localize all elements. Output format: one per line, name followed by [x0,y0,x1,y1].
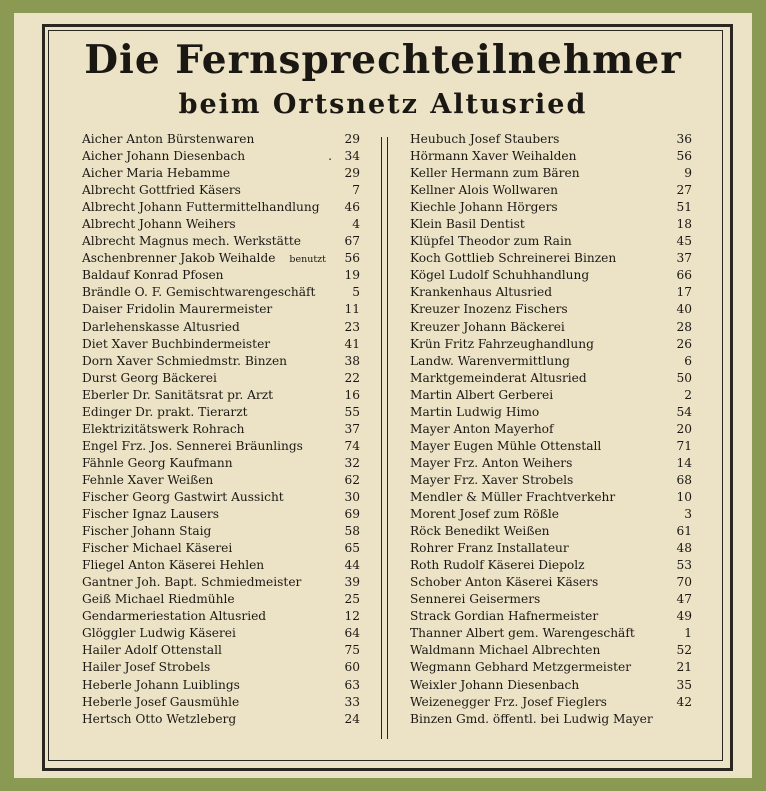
page-subtitle: beim Ortsnetz Altusried [178,89,588,120]
phone-number: 5 [352,285,360,300]
subscriber-name: Hörmann Xaver Weihalden [410,149,577,164]
subscriber-row [410,659,692,676]
subscriber-name: Morent Josef zum Rößle [410,507,560,522]
subscriber-row [82,199,360,216]
subscriber-row [410,608,692,625]
subscriber-name: Mayer Frz. Xaver Strobels [410,472,574,487]
row-mark: . [328,149,332,164]
phone-number: 40 [676,302,692,317]
subscriber-row [410,557,692,574]
phone-number: 26 [676,336,692,351]
subscriber-name: Daiser Fridolin Maurermeister [82,302,273,317]
subscriber-row [82,387,360,404]
subscriber-row [82,301,360,318]
phone-number: 63 [344,677,360,692]
right-column-list [410,131,692,728]
subscriber-row [82,353,360,370]
subscriber-row [82,540,360,557]
phone-number: 7 [352,183,360,198]
subscriber-row [82,659,360,676]
phone-number: 25 [344,592,360,607]
subscriber-name: Aicher Anton Bürstenwaren [82,132,255,146]
subscriber-name: Heberle Josef Gausmühle [82,694,240,709]
subscriber-name: Fehnle Xaver Weißen [82,472,214,487]
page-title: Die Fernsprechteilnehmer [84,37,682,83]
phone-number: 71 [676,438,692,453]
subscriber-name: Durst Georg Bäckerei [82,370,217,385]
subscriber-row [410,199,692,216]
subscriber-row [410,489,692,506]
phone-number: 33 [344,694,360,709]
phone-number: 47 [676,592,692,607]
phone-number: 14 [676,455,692,470]
subscriber-name: Schober Anton Käserei Käsers [410,575,599,590]
phone-number: 27 [676,183,692,198]
phone-number: 34 [344,149,360,164]
subscriber-row [410,353,692,370]
phone-number: 42 [676,694,692,709]
subscriber-name: Koch Gottlieb Schreinerei Binzen [410,251,617,266]
subscriber-row [82,574,360,591]
subscriber-name: Kellner Alois Wollwaren [410,183,559,198]
phone-number: 46 [344,200,360,215]
subscriber-row [82,336,360,353]
phone-number: 70 [676,575,692,590]
phone-number: 54 [676,404,692,419]
subscriber-name: Binzen Gmd. öffentl. bei Ludwig Mayer [410,711,653,726]
subscriber-name: Fliegel Anton Käserei Hehlen [82,558,265,573]
subscriber-row [82,319,360,336]
subscriber-row [410,574,692,591]
subscriber-row [82,165,360,182]
subscriber-name: Landw. Warenvermittlung [410,353,570,368]
phone-number: 50 [676,370,692,385]
subscriber-row [410,131,692,148]
subscriber-row [82,608,360,625]
phone-number: 32 [344,455,360,470]
subscriber-name: Mayer Eugen Mühle Ottenstall [410,438,602,453]
subscriber-row [82,182,360,199]
phone-number: 29 [344,166,360,181]
column-divider [381,137,388,739]
subscriber-name: Elektrizitätswerk Rohrach [82,421,245,436]
subscriber-row [82,404,360,421]
subscriber-name: Albrecht Magnus mech. Werkstätte [82,234,301,249]
left-column-list [82,131,360,728]
subscriber-row [410,677,692,694]
subscriber-name: Martin Ludwig Himo [410,404,540,419]
phone-number: 21 [676,660,692,675]
phone-number: 2 [684,387,692,402]
phone-number: 35 [676,677,692,692]
subscriber-name: Rohrer Franz Installateur [410,541,569,556]
subscriber-name: Eberler Dr. Sanitätsrat pr. Arzt [82,387,274,402]
subscriber-row [410,404,692,421]
subscriber-row [82,677,360,694]
subscriber-name: Keller Hermann zum Bären [410,166,580,181]
subscriber-name: Gantner Joh. Bapt. Schmiedmeister [82,575,302,590]
subscriber-row [410,165,692,182]
subscriber-row [410,336,692,353]
subscriber-name: Fischer Michael Käserei [82,541,233,556]
subscriber-row [82,131,360,148]
phone-number: 36 [676,132,692,146]
phone-number: 64 [344,626,360,641]
phone-number: 37 [344,421,360,436]
phone-number: 30 [344,489,360,504]
subscriber-name: Mayer Frz. Anton Weihers [410,455,573,470]
subscriber-name: Strack Gordian Hafnermeister [410,609,599,624]
subscriber-name: Albrecht Gottfried Käsers [82,183,241,198]
subscriber-name: Dorn Xaver Schmiedmstr. Binzen [82,353,288,368]
subscriber-row [82,438,360,455]
phone-number: 16 [344,387,360,402]
phone-number: 1 [684,626,692,641]
subscriber-row [82,267,360,284]
subscriber-name: Fischer Ignaz Lausers [82,507,219,522]
subscriber-name: Hailer Josef Strobels [82,660,211,675]
subscriber-name: Heubuch Josef Staubers [410,132,560,146]
phone-number: 56 [676,149,692,164]
subscriber-row [410,711,692,728]
subscriber-name: Glöggler Ludwig Käserei [82,626,236,641]
subscriber-row [82,284,360,301]
subscriber-row [410,625,692,642]
subscriber-name: Aicher Johann Diesenbach [82,149,246,164]
phone-number: 58 [344,524,360,539]
subscriber-name: Heberle Johann Luiblings [82,677,240,692]
phone-number: 52 [676,643,692,658]
subscriber-row [82,591,360,608]
phone-number: 20 [676,421,692,436]
phone-number: 18 [676,217,692,232]
subscriber-row [82,506,360,523]
subscriber-name: Albrecht Johann Futtermittelhandlung [82,200,320,215]
subscriber-name: Mayer Anton Mayerhof [410,421,554,436]
phone-number: 12 [344,609,360,624]
subscriber-row [82,711,360,728]
subscriber-name: Brändle O. F. Gemischtwarengeschäft [82,285,316,300]
phone-number: 56 [344,251,360,266]
phone-number: 53 [676,558,692,573]
phone-number: 66 [676,268,692,283]
subscriber-name: Gendarmeriestation Altusried [82,609,267,624]
subscriber-name: Diet Xaver Buchbindermeister [82,336,271,351]
phone-number: 6 [684,353,692,368]
subscriber-row [82,642,360,659]
subscriber-row [410,148,692,165]
subscriber-row [410,540,692,557]
subscriber-row [82,625,360,642]
subscriber-name: Darlehenskasse Altusried [82,319,240,334]
phone-number: 39 [344,575,360,590]
subscriber-row [410,455,692,472]
subscriber-name: Geiß Michael Riedmühle [82,592,235,607]
subscriber-row [410,216,692,233]
phone-number: 55 [344,404,360,419]
phone-number: 28 [676,319,692,334]
subscriber-row [410,319,692,336]
subscriber-row [410,472,692,489]
subscriber-name: Thanner Albert gem. Warengeschäft [410,626,635,641]
subscriber-name: Albrecht Johann Weihers [82,217,236,232]
phone-number: 62 [344,472,360,487]
phone-number: 19 [344,268,360,283]
subscriber-name: Mendler & Müller Frachtverkehr [410,489,616,504]
subscriber-name: Krün Fritz Fahrzeughandlung [410,336,594,351]
subscriber-row [82,455,360,472]
subscriber-row [410,370,692,387]
phone-number: 24 [344,711,360,726]
phone-number: 41 [344,336,360,351]
phone-number: 69 [344,507,360,522]
phone-number: 9 [684,166,692,181]
subscriber-name: Kiechle Johann Hörgers [410,200,558,215]
phone-number: 48 [676,541,692,556]
phone-number: 29 [344,132,360,146]
subscriber-name: Fähnle Georg Kaufmann [82,455,233,470]
subscriber-row [82,489,360,506]
subscriber-name: Klein Basil Dentist [410,217,525,232]
phone-number: 3 [684,507,692,522]
subscriber-name: Waldmann Michael Albrechten [410,643,601,658]
subscriber-row [410,421,692,438]
subscriber-note: benutzt [289,254,326,266]
subscriber-row [410,387,692,404]
subscriber-name: Krankenhaus Altusried [410,285,553,300]
subscriber-row [82,148,360,165]
subscriber-name: Kreuzer Inozenz Fischers [410,302,568,317]
subscriber-row [82,421,360,438]
phone-number: 60 [344,660,360,675]
subscriber-name: Roth Rudolf Käserei Diepolz [410,558,585,573]
subscriber-name: Marktgemeinderat Altusried [410,370,587,385]
subscriber-name: Klüpfel Theodor zum Rain [410,234,572,249]
subscriber-row [410,591,692,608]
subscriber-row [410,523,692,540]
subscriber-row [410,267,692,284]
subscriber-name: Hertsch Otto Wetzleberg [82,711,237,726]
subscriber-name: Fischer Georg Gastwirt Aussicht [82,489,284,504]
subscriber-row [410,182,692,199]
subscriber-row [410,233,692,250]
subscriber-name: Aschenbrenner Jakob Weihalde [82,251,276,266]
phone-number: 23 [344,319,360,334]
subscriber-row [82,523,360,540]
subscriber-row [82,216,360,233]
subscriber-row [82,233,360,250]
phone-number: 11 [344,302,360,317]
subscriber-name: Wegmann Gebhard Metzgermeister [410,660,632,675]
subscriber-row [82,370,360,387]
subscriber-name: Hailer Adolf Ottenstall [82,643,222,658]
subscriber-name: Baldauf Konrad Pfosen [82,268,224,283]
subscriber-name: Edinger Dr. prakt. Tierarzt [82,404,248,419]
phone-number: 37 [676,251,692,266]
subscriber-row [410,438,692,455]
phone-number: 65 [344,541,360,556]
phone-number: 61 [676,524,692,539]
phone-number: 49 [676,609,692,624]
subscriber-name: Kögel Ludolf Schuhhandlung [410,268,590,283]
subscriber-row [410,642,692,659]
phone-number: 45 [676,234,692,249]
subscriber-name: Weizenegger Frz. Josef Fieglers [410,694,607,709]
subscriber-row [82,557,360,574]
phone-number: 67 [344,234,360,249]
phone-number: 74 [344,438,360,453]
subscriber-name: Weixler Johann Diesenbach [410,677,580,692]
phone-number: 51 [676,200,692,215]
phone-number: 68 [676,472,692,487]
subscriber-row [410,301,692,318]
subscriber-name: Martin Albert Gerberei [410,387,554,402]
phone-number: 38 [344,353,360,368]
subscriber-row [82,694,360,711]
subscriber-name: Kreuzer Johann Bäckerei [410,319,565,334]
phone-number: 22 [344,370,360,385]
subscriber-name: Fischer Johann Staig [82,524,212,539]
subscriber-row [410,250,692,267]
phone-number: 44 [344,558,360,573]
subscriber-row [82,250,360,267]
subscriber-name: Sennerei Geisermers [410,592,541,607]
subscriber-row [410,694,692,711]
phone-number: 10 [676,489,692,504]
phone-number: 4 [352,217,360,232]
subscriber-row [410,506,692,523]
subscriber-row [410,284,692,301]
subscriber-name: Röck Benedikt Weißen [410,524,550,539]
phone-number: 17 [676,285,692,300]
phone-number: 75 [344,643,360,658]
subscriber-name: Aicher Maria Hebamme [82,166,231,181]
subscriber-row [82,472,360,489]
subscriber-name: Engel Frz. Jos. Sennerei Bräunlings [82,438,303,453]
